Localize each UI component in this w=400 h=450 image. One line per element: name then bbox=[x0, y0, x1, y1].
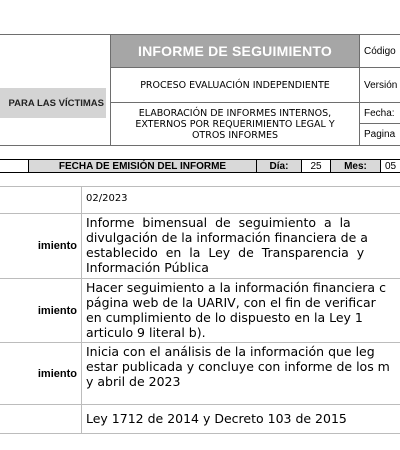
detail-label: imiento bbox=[0, 343, 82, 405]
report-title-cell bbox=[110, 34, 360, 68]
logo-band bbox=[0, 88, 106, 118]
report-objective: Hacer seguimiento a la información financiera c página web de la UARIV, con el fin de verificar en cumplimiento de lo dispuesto en la Ley 1 articulo 9 literal b). bbox=[82, 279, 400, 343]
detail-label bbox=[0, 187, 82, 214]
report-title: INFORME DE SEGUIMIENTO bbox=[138, 43, 332, 59]
detail-label: imiento bbox=[0, 279, 82, 343]
meta-page: Pagina bbox=[360, 124, 400, 146]
month-value: 05 bbox=[380, 160, 400, 172]
report-name: Informe bimensual de seguimiento a la divulgación de la información financiera de a establecido en la Ley de Transparencia y Información Pública bbox=[82, 214, 400, 279]
meta-date: Fecha: bbox=[360, 103, 400, 124]
report-criteria: Ley 1712 de 2014 y Decreto 103 de 2015 bbox=[82, 405, 400, 434]
process-name: PROCESO EVALUACIÓN INDEPENDIENTE bbox=[140, 79, 330, 91]
meta-version: Versión bbox=[360, 68, 400, 103]
procedure-line: ELABORACIÓN DE INFORMES INTERNOS, bbox=[138, 107, 332, 119]
procedure-name bbox=[135, 108, 334, 141]
detail-label: imiento bbox=[0, 214, 82, 279]
procedure-cell bbox=[110, 103, 360, 146]
procedure-line: OTROS INFORMES bbox=[191, 129, 279, 141]
meta-code: Código bbox=[360, 34, 400, 68]
emission-date-bar bbox=[0, 159, 400, 173]
emission-label: FECHA DE EMISIÓN DEL INFORME bbox=[28, 160, 256, 172]
procedure-line: EXTERNOS POR REQUERIMIENTO LEGAL Y bbox=[135, 118, 335, 130]
day-label: Día: bbox=[256, 160, 301, 172]
day-value: 25 bbox=[301, 160, 330, 172]
report-number: 02/2023 bbox=[82, 187, 400, 214]
report-scope: Inicia con el análisis de la información que leg estar publicada y concluye con informe de los m y abril de 2023 bbox=[82, 343, 400, 405]
detail-label bbox=[0, 405, 82, 434]
logo-band-text: PARA LAS VÍCTIMAS bbox=[8, 97, 104, 109]
process-cell bbox=[110, 68, 360, 103]
month-label: Mes: bbox=[330, 160, 380, 172]
